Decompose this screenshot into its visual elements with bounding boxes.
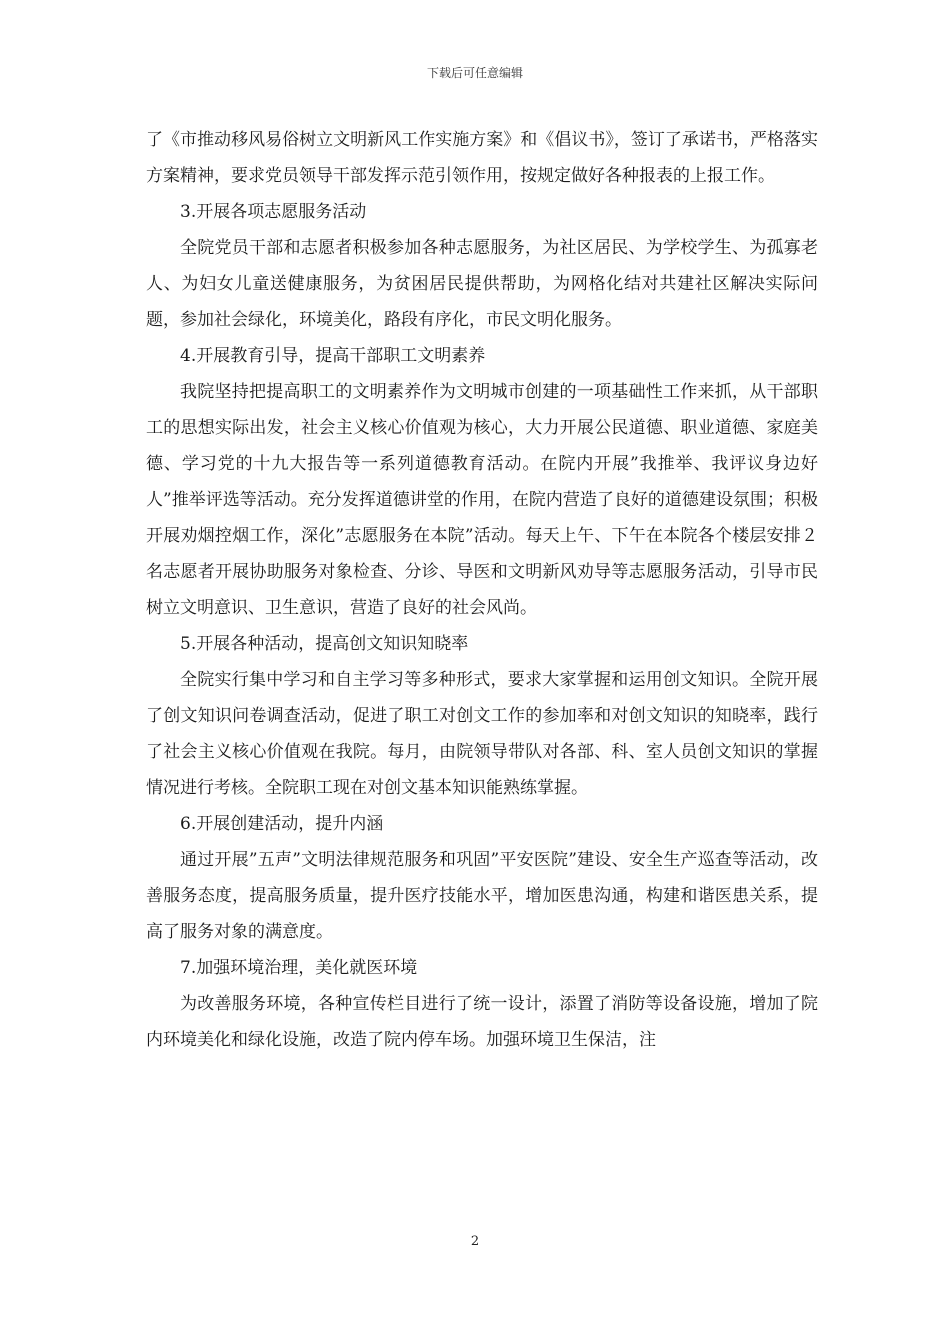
section-heading-6: 6.开展创建活动，提升内涵 (180, 814, 384, 834)
paragraph-knowledge: 全院实行集中学习和自主学习等多种形式，要求大家掌握和运用创文知识。全院开展了创文知识问卷调查活动，促进了职工对创文工作的参加率和对创文知识的知晓率，践行了社会主义核心价值观在我院。每月，由院领导带队对各部、科、室人员创文知识的掌握情况进行考核。全院职工现在对创文基本知识能熟练掌握。 (146, 670, 818, 798)
paragraph-creation-activities: 通过开展”五声”文明法律规范服务和巩固”平安医院”建设、安全生产巡查等活动，改善服务态度，提高服务质量，提升医疗技能水平，增加医患沟通，构建和谐医患关系，提高了服务对象的满意度。 (146, 850, 818, 942)
section-heading-5: 5.开展各种活动，提高创文知识知晓率 (180, 634, 469, 654)
document-body (146, 122, 818, 1058)
page-header: 下载后可任意编辑 (426, 66, 523, 80)
paragraph-environment: 为改善服务环境，各种宣传栏目进行了统一设计，添置了消防等设备设施，增加了院内环境美化和绿化设施，改造了院内停车场。加强环境卫生保洁，注 (146, 994, 818, 1050)
section-heading-7: 7.加强环境治理，美化就医环境 (180, 958, 418, 978)
section-heading-4: 4.开展教育引导，提高干部职工文明素养 (180, 346, 486, 366)
paragraph-volunteer-service: 全院党员干部和志愿者积极参加各种志愿服务，为社区居民、为学校学生、为孤寡老人、为妇女儿童送健康服务，为贫困居民提供帮助，为网格化结对共建社区解决实际问题，参加社会绿化，环境美化，路段有序化，市民文明化服务。 (146, 238, 818, 330)
section-heading-3: 3.开展各项志愿服务活动 (180, 202, 367, 222)
paragraph-continuation: 了《市推动移风易俗树立文明新风工作实施方案》和《倡议书》，签订了承诺书，严格落实方案精神，要求党员领导干部发挥示范引领作用，按规定做好各种报表的上报工作。 (146, 130, 818, 186)
paragraph-education: 我院坚持把提高职工的文明素养作为文明城市创建的一项基础性工作来抓，从干部职工的思想实际出发，社会主义核心价值观为核心，大力开展公民道德、职业道德、家庭美德、学习党的十九大报告等一系列道德教育活动。在院内开展”我推举、我评议身边好人”推举评选等活动。充分发挥道德讲堂的作用，在院内营造了良好的道德建设氛围；积极开展劝烟控烟工作，深化”志愿服务在本院”活动。每天上午、下午在本院各个楼层安排２名志愿者开展协助服务对象检查、分诊、导医和文明新风劝导等志愿服务活动，引导市民树立文明意识、卫生意识，营造了良好的社会风尚。 (146, 382, 818, 618)
page-number: 2 (470, 1234, 480, 1249)
